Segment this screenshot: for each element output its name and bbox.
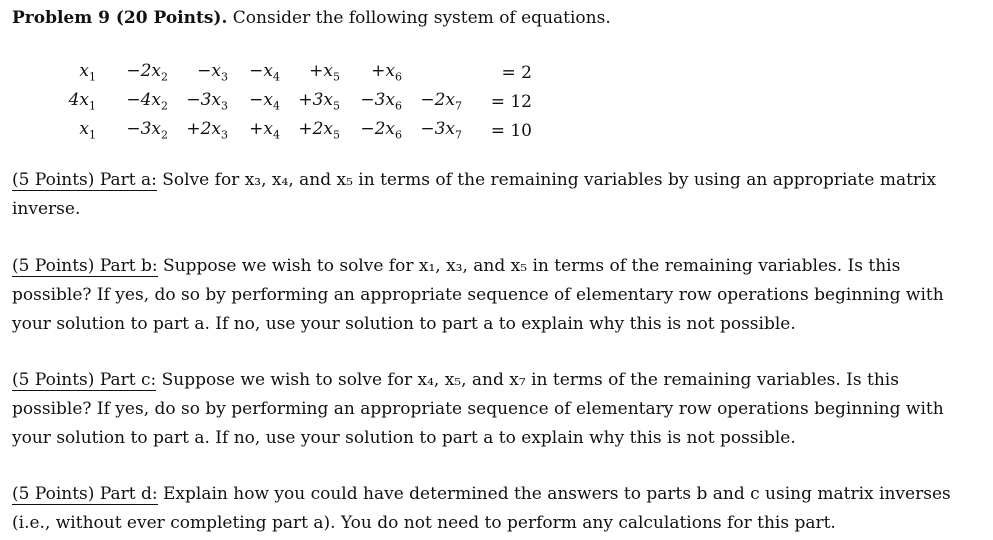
equation-term: $+2x_5$ xyxy=(298,119,340,142)
problem-title-text: Consider the following system of equations. xyxy=(227,8,611,28)
equation-term: $x_1$ xyxy=(79,119,96,142)
equation-row xyxy=(52,116,532,145)
equation-term: $-3x_3$ xyxy=(186,90,228,113)
part-b-text: Suppose we wish to solve for x₁, x₃, and x₅ in terms of the remaining variables. Is this possible? If yes, do so by performing an appropriate sequence of elementary row operations beginning with your solution to part a. If no, use your solution to part a to explain why this is not possible. xyxy=(12,256,944,334)
part-d xyxy=(12,480,957,538)
part-c-label: (5 Points) Part c: xyxy=(12,370,157,390)
part-a xyxy=(12,166,957,224)
equation-term: $-4x_2$ xyxy=(126,90,168,113)
part-c-text: Suppose we wish to solve for x₄, x₅, and x₇ in terms of the remaining variables. Is this possible? If yes, do so by performing an appropriate sequence of elementary row operations beginning with your solution to part a. If no, use your solution to part a to explain why this is not possible. xyxy=(12,370,944,448)
equation-term: $+x_5$ xyxy=(309,61,340,84)
problem-title xyxy=(12,8,611,28)
part-a-text: Solve for x₃, x₄, and x₅ in terms of the remaining variables by using an appropriate matrix inverse. xyxy=(12,170,937,219)
equation-term: $+x_6$ xyxy=(371,61,402,84)
equation-system xyxy=(52,58,532,145)
equation-term: $-3x_6$ xyxy=(360,90,402,113)
equation-term xyxy=(402,58,462,87)
equation-term: $4x_1$ xyxy=(68,90,96,113)
equation-term: $-3x_2$ xyxy=(126,119,168,142)
equation-term: $-2x_6$ xyxy=(360,119,402,142)
equation-row xyxy=(52,58,532,87)
part-d-label: (5 Points) Part d: xyxy=(12,484,158,504)
equation-term: $-x_4$ xyxy=(249,61,280,84)
equation-term: $-3x_7$ xyxy=(420,119,462,142)
equation-term: $-x_4$ xyxy=(249,90,280,113)
part-a-label: (5 Points) Part a: xyxy=(12,170,157,190)
equation-term: $x_1$ xyxy=(79,61,96,84)
part-b xyxy=(12,252,957,339)
equation-term: $-x_3$ xyxy=(197,61,228,84)
equation-rhs: = 12 xyxy=(490,91,532,112)
equation-term: $-2x_2$ xyxy=(126,61,168,84)
problem-title-bold: Problem 9 (20 Points). xyxy=(12,8,228,28)
part-b-label: (5 Points) Part b: xyxy=(12,256,158,276)
equation-term: $+3x_5$ xyxy=(298,90,340,113)
equation-rhs: = 2 xyxy=(501,62,532,83)
equation-term: $+2x_3$ xyxy=(186,119,228,142)
part-d-text: Explain how you could have determined the answers to parts b and c using matrix inverses (i.e., without ever completing part a). You do not need to perform any calculations for this part. xyxy=(12,484,951,533)
equation-term: $+x_4$ xyxy=(249,119,280,142)
equation-term: $-2x_7$ xyxy=(420,90,462,113)
equation-row xyxy=(52,87,532,116)
part-c xyxy=(12,366,957,453)
equation-rhs: = 10 xyxy=(490,120,532,141)
